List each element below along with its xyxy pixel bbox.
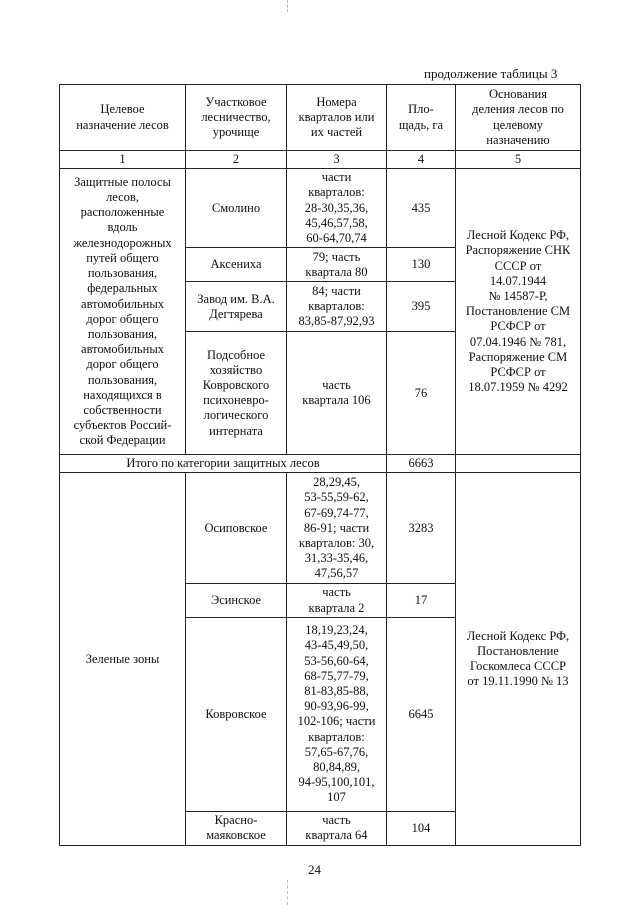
quarters-cell: 84; части кварталов: 83,85-87,92,93 (287, 282, 387, 332)
table-row (60, 169, 581, 248)
quarters-cell: 18,19,23,24, 43-45,49,50, 53-56,60-64, 68-75,77-79, 81-83,85-88, 90-93,96-99, 102-106; части кварталов: 57,65-67,76, 80,84,89, 94-95,100,101, 107 (287, 617, 387, 811)
forestry-cell: Подсобное хозяйство Ковровского психоневро- логического интерната (186, 332, 287, 455)
area-cell: 130 (387, 248, 456, 282)
table-caption: продолжение таблицы 3 (424, 66, 558, 81)
protective-basis-cell: Лесной Кодекс РФ, Распоряжение СНК СССР от 14.07.1944 № 14587-Р, Постановление СМ РСФСР от 07.04.1946 № 781, Распоряжение СМ РСФСР от 18.07.1959 № 4292 (456, 169, 581, 455)
table-row (60, 473, 581, 584)
quarters-cell: 28,29,45, 53-55,59-62, 67-69,74-77, 86-91; части кварталов: 30, 31,33-35,46, 47,56,57 (287, 473, 387, 584)
header-forestry: Участковое лесничество, урочище (186, 85, 287, 151)
quarters-cell: часть квартала 64 (287, 811, 387, 845)
quarters-cell: части кварталов: 28-30,35,36, 45,46,57,58, 60-64,70,74 (287, 169, 387, 248)
area-cell: 76 (387, 332, 456, 455)
forestry-cell: Ковровское (186, 617, 287, 811)
col-number: 5 (456, 151, 581, 169)
quarters-cell: 79; часть квартала 80 (287, 248, 387, 282)
col-number: 4 (387, 151, 456, 169)
protective-purpose-cell: Защитные полосы лесов, расположенные вдоль железнодорожных путей общего пользования, федеральных автомобильных дорог общего пользования, автомобильных дорог общего пользования, находящихся в собственности субъектов Россий- ской Федерации (60, 169, 186, 455)
quarters-cell: часть квартала 2 (287, 584, 387, 617)
area-cell: 395 (387, 282, 456, 332)
forest-purpose-table (59, 84, 581, 846)
header-purpose: Целевое назначение лесов (60, 85, 186, 151)
forestry-cell: Аксениха (186, 248, 287, 282)
forestry-cell: Красно- маяковское (186, 811, 287, 845)
col-number: 3 (287, 151, 387, 169)
total-area: 6663 (387, 455, 456, 473)
total-basis-empty (456, 455, 581, 473)
header-area: Пло- щадь, га (387, 85, 456, 151)
forestry-cell: Эсинское (186, 584, 287, 617)
quarters-cell: часть квартала 106 (287, 332, 387, 455)
area-cell: 435 (387, 169, 456, 248)
column-number-row (60, 151, 581, 169)
forestry-cell: Смолино (186, 169, 287, 248)
green-basis-cell: Лесной Кодекс РФ, Постановление Госкомлеса СССР от 19.11.1990 № 13 (456, 473, 581, 845)
col-number: 2 (186, 151, 287, 169)
area-cell: 3283 (387, 473, 456, 584)
forestry-cell: Осиповское (186, 473, 287, 584)
binding-mark-top (287, 0, 288, 12)
area-cell: 6645 (387, 617, 456, 811)
area-cell: 104 (387, 811, 456, 845)
page-number: 24 (308, 862, 321, 877)
header-row (60, 85, 581, 151)
forestry-cell: Завод им. В.А. Дегтярева (186, 282, 287, 332)
binding-mark-bottom (287, 880, 288, 905)
protective-total-row (60, 455, 581, 473)
header-quarters: Номера кварталов или их частей (287, 85, 387, 151)
total-label: Итого по категории защитных лесов (60, 455, 387, 473)
col-number: 1 (60, 151, 186, 169)
area-cell: 17 (387, 584, 456, 617)
green-purpose-cell: Зеленые зоны (60, 473, 186, 845)
header-basis: Основания деления лесов по целевому назначению (456, 85, 581, 151)
